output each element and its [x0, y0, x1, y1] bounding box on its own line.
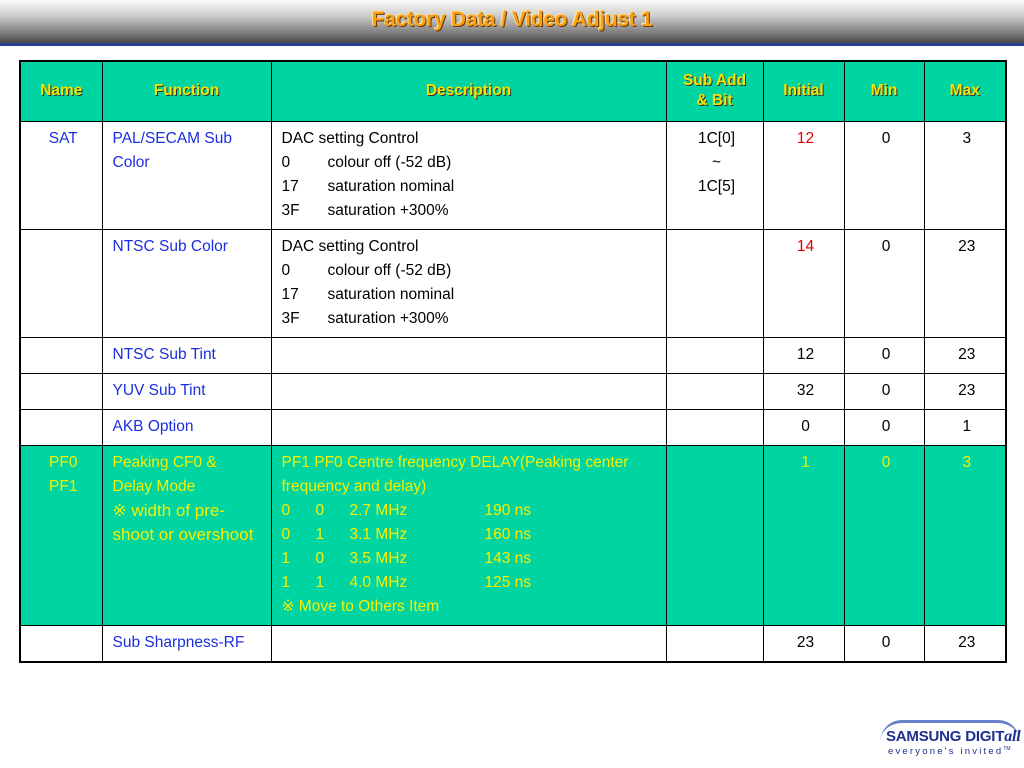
desc-text: saturation nominal	[327, 285, 455, 303]
cell-min: 0	[844, 625, 924, 662]
desc-title: PF1 PF0 Centre frequency DELAY(Peaking center frequency and delay)	[281, 453, 629, 495]
desc-delay: 125 ns	[484, 573, 532, 591]
header-sub-add-line1: Sub Add	[682, 72, 747, 90]
function-line2: Delay Mode	[112, 477, 196, 495]
desc-code: 3F	[281, 201, 300, 219]
table-row	[20, 229, 1006, 337]
desc-line	[282, 175, 660, 199]
header-sub-add	[666, 61, 763, 121]
cell-name	[20, 229, 102, 337]
cell-sub-add	[666, 409, 763, 445]
cell-name: SAT	[20, 121, 102, 229]
desc-title: DAC setting Control	[281, 237, 419, 255]
desc-text: colour off (-52 dB)	[327, 153, 452, 171]
logo-tm: TM	[1003, 746, 1011, 752]
cell-min: 0	[844, 373, 924, 409]
desc-note: ※ Move to Others Item	[281, 597, 440, 615]
cell-max: 23	[924, 373, 1006, 409]
header-description: Description	[271, 61, 666, 121]
cell-initial: 23	[763, 625, 844, 662]
cell-sub-add	[666, 625, 763, 662]
logo-brand-text: SAMSUNG DIGIT	[886, 728, 1005, 745]
desc-pf1: 1	[281, 573, 291, 591]
cell-max: 23	[924, 337, 1006, 373]
desc-line	[282, 307, 660, 331]
header-initial: Initial	[763, 61, 844, 121]
desc-line	[282, 523, 660, 547]
cell-initial: 14	[763, 229, 844, 337]
cell-initial: 1	[763, 445, 844, 625]
cell-min: 0	[844, 337, 924, 373]
cell-name	[20, 337, 102, 373]
cell-min: 0	[844, 445, 924, 625]
table-row	[20, 121, 1006, 229]
cell-description	[271, 121, 666, 229]
logo-tagline-text: everyone's invited	[888, 746, 1004, 758]
desc-freq: 3.5 MHz	[349, 549, 408, 567]
slide-title: Factory Data / Video Adjust 1	[371, 8, 653, 31]
cell-sub-add	[666, 121, 763, 229]
desc-line	[282, 259, 660, 283]
logo-brand	[886, 728, 1021, 746]
desc-delay: 160 ns	[484, 525, 532, 543]
header-sub-add-line2: & Bit	[696, 92, 733, 110]
cell-max: 3	[924, 121, 1006, 229]
desc-line	[282, 571, 660, 595]
desc-title: DAC setting Control	[281, 129, 419, 147]
desc-text: saturation nominal	[327, 177, 455, 195]
table-row-highlighted	[20, 445, 1006, 625]
desc-freq: 2.7 MHz	[349, 501, 408, 519]
sub-add-tilde: ~	[711, 153, 722, 171]
cell-sub-add	[666, 445, 763, 625]
desc-line	[282, 283, 660, 307]
desc-code: 17	[281, 177, 299, 195]
header-name: Name	[20, 61, 102, 121]
cell-name	[20, 409, 102, 445]
desc-pf0: 1	[315, 525, 325, 543]
video-adjust-table	[19, 60, 1007, 663]
cell-function: YUV Sub Tint	[102, 373, 271, 409]
sub-add-end: 1C[5]	[697, 177, 736, 195]
desc-code: 0	[281, 261, 291, 279]
title-bar	[0, 0, 1024, 46]
name-line2: PF1	[49, 477, 78, 495]
desc-code: 17	[281, 285, 299, 303]
cell-function: NTSC Sub Tint	[102, 337, 271, 373]
table-row	[20, 373, 1006, 409]
cell-min: 0	[844, 121, 924, 229]
header-function: Function	[102, 61, 271, 121]
table-row	[20, 337, 1006, 373]
desc-code: 3F	[281, 309, 300, 327]
desc-delay: 143 ns	[484, 549, 532, 567]
desc-text: saturation +300%	[327, 201, 449, 219]
cell-name	[20, 445, 102, 625]
function-line1: Peaking CF0 &	[112, 453, 217, 471]
table-row	[20, 625, 1006, 662]
cell-sub-add	[666, 373, 763, 409]
desc-pf1: 1	[281, 549, 291, 567]
header-max: Max	[924, 61, 1006, 121]
cell-function: AKB Option	[102, 409, 271, 445]
cell-description	[271, 337, 666, 373]
logo-tagline	[888, 746, 1011, 757]
cell-description	[271, 373, 666, 409]
cell-description	[271, 625, 666, 662]
cell-initial: 12	[763, 337, 844, 373]
cell-name	[20, 625, 102, 662]
header-min: Min	[844, 61, 924, 121]
desc-text: saturation +300%	[327, 309, 449, 327]
cell-function: NTSC Sub Color	[102, 229, 271, 337]
cell-description	[271, 229, 666, 337]
desc-line	[282, 151, 660, 175]
cell-function: PAL/SECAM Sub Color	[102, 121, 271, 229]
cell-description	[271, 445, 666, 625]
cell-max: 3	[924, 445, 1006, 625]
cell-min: 0	[844, 229, 924, 337]
function-note: ※ width of pre-shoot or overshoot	[112, 500, 254, 544]
cell-sub-add	[666, 229, 763, 337]
cell-description	[271, 409, 666, 445]
desc-pf1: 0	[281, 525, 291, 543]
cell-initial: 12	[763, 121, 844, 229]
samsung-digitall-logo	[872, 712, 1024, 768]
sub-add-start: 1C[0]	[697, 129, 736, 147]
desc-line	[282, 547, 660, 571]
table-header-row	[20, 61, 1006, 121]
table-row	[20, 409, 1006, 445]
desc-pf1: 0	[281, 501, 291, 519]
desc-pf0: 0	[315, 549, 325, 567]
desc-code: 0	[281, 153, 291, 171]
cell-max: 23	[924, 229, 1006, 337]
desc-pf0: 0	[315, 501, 325, 519]
cell-sub-add	[666, 337, 763, 373]
name-line1: PF0	[49, 453, 78, 471]
desc-text: colour off (-52 dB)	[327, 261, 452, 279]
cell-name	[20, 373, 102, 409]
desc-delay: 190 ns	[484, 501, 532, 519]
logo-brand-suffix: all	[1004, 728, 1021, 745]
cell-function	[102, 445, 271, 625]
desc-pf0: 1	[315, 573, 325, 591]
desc-freq: 4.0 MHz	[349, 573, 408, 591]
desc-line	[282, 499, 660, 523]
cell-max: 1	[924, 409, 1006, 445]
cell-function: Sub Sharpness-RF	[102, 625, 271, 662]
desc-freq: 3.1 MHz	[349, 525, 408, 543]
desc-line	[282, 199, 660, 223]
cell-initial: 0	[763, 409, 844, 445]
cell-max: 23	[924, 625, 1006, 662]
cell-min: 0	[844, 409, 924, 445]
cell-initial: 32	[763, 373, 844, 409]
